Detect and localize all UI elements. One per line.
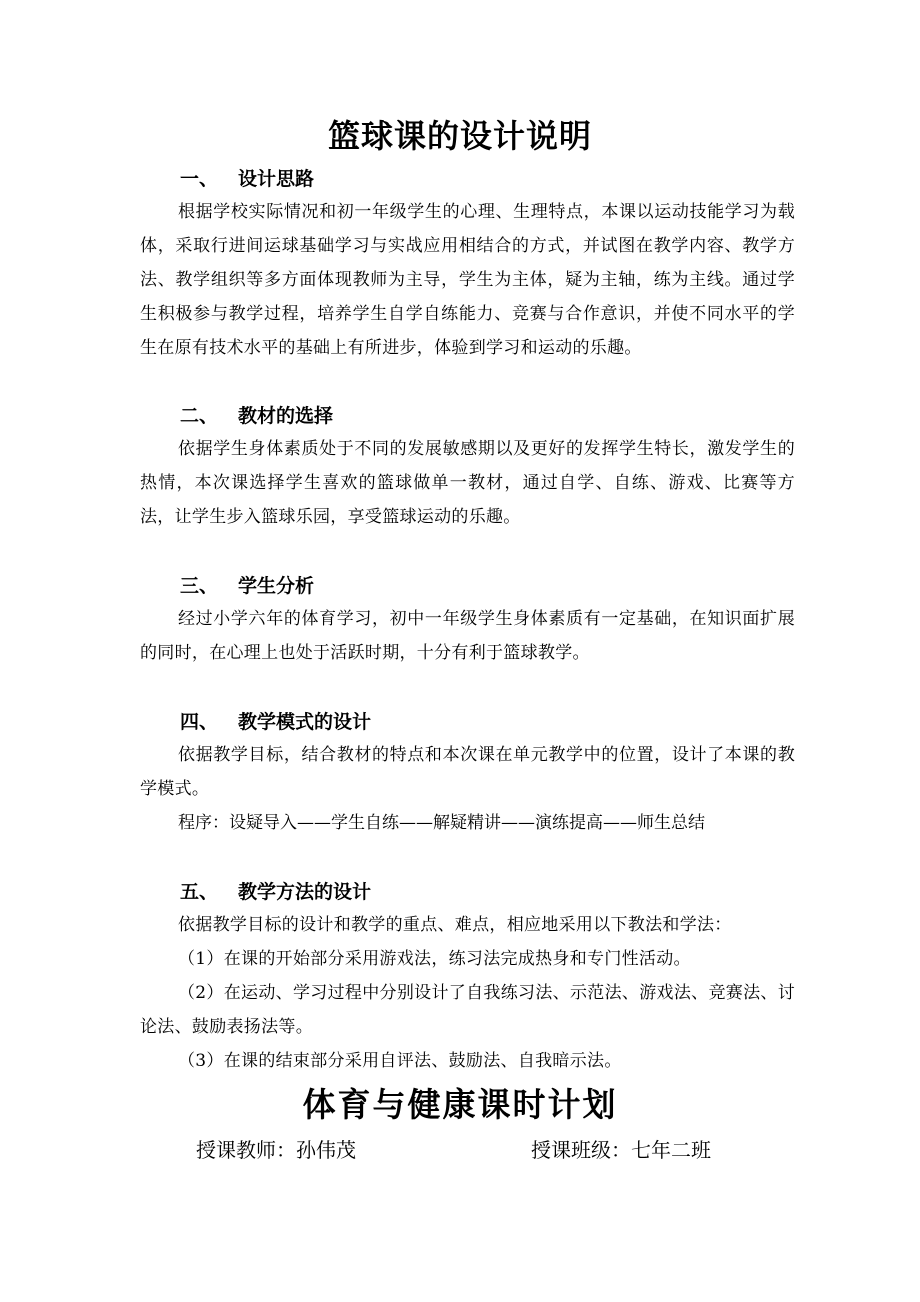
method-item: （3）在课的结束部分采用自评法、鼓励法、自我暗示法。 bbox=[178, 1051, 622, 1071]
method-item: （1）在课的开始部分采用游戏法，练习法完成热身和专门性活动。 bbox=[178, 949, 691, 969]
section-paragraph: 依据学生身体素质处于不同的发展敏感期以及更好的发挥学生特长，激发学生的热情，本次课选择学生喜欢的篮球做单一教材，通过自学、自练、游戏、比赛等方法，让学生步入篮球乐园，享受篮球运动的乐趣。 bbox=[140, 439, 795, 527]
section-number: 二、 bbox=[180, 405, 219, 427]
section-paragraph: 经过小学六年的体育学习，初中一年级学生身体素质有一定基础，在知识面扩展的同时，在心理上也处于活跃时期，十分有利于篮球教学。 bbox=[140, 609, 795, 663]
section-teaching-methods bbox=[140, 876, 795, 1078]
section-heading bbox=[140, 706, 795, 738]
lesson-plan-title: 体育与健康课时计划 bbox=[302, 1085, 618, 1124]
section-number: 五、 bbox=[180, 881, 219, 903]
section-number: 四、 bbox=[180, 711, 219, 733]
section-heading bbox=[140, 570, 795, 602]
section-title: 学生分析 bbox=[238, 575, 315, 597]
section-number: 三、 bbox=[180, 575, 219, 597]
method-item: （2）在运动、学习过程中分别设计了自我练习法、示范法、游戏法、竞赛法、讨论法、鼓励表扬法等。 bbox=[140, 983, 795, 1037]
section-number: 一、 bbox=[180, 168, 219, 190]
section-student-analysis bbox=[140, 570, 795, 670]
procedure-line: 程序：设疑导入——学生自练——解疑精讲——演练提高——师生总结 bbox=[178, 813, 705, 833]
section-title: 教学模式的设计 bbox=[238, 711, 372, 733]
section-paragraph: 根据学校实际情况和初一年级学生的心理、生理特点，本课以运动技能学习为载体，采取行进间运球基础学习与实战应用相结合的方式，并试图在教学内容、教学方法、教学组织等多方面体现教师为主导，学生为主体，疑为主轴，练为主线。通过学生积极参与教学过程，培养学生自学自练能力、竞赛与合作意识，并使不同水平的学生在原有技术水平的基础上有所进步，体验到学习和运动的乐趣。 bbox=[140, 202, 795, 358]
teacher-name: 孙伟茂 bbox=[296, 1138, 356, 1162]
teacher-label: 授课教师： bbox=[196, 1138, 296, 1162]
section-design-ideas bbox=[140, 163, 795, 365]
class-info bbox=[531, 1133, 711, 1167]
section-heading bbox=[140, 876, 795, 908]
section-paragraph: 依据教学目标的设计和教学的重点、难点，相应地采用以下教法和学法： bbox=[178, 915, 732, 935]
section-heading bbox=[140, 400, 795, 432]
section-title: 教材的选择 bbox=[238, 405, 334, 427]
section-paragraph: 依据教学目标，结合教材的特点和本次课在单元教学中的位置，设计了本课的教学模式。 bbox=[140, 745, 795, 799]
section-title: 设计思路 bbox=[238, 168, 315, 190]
document-title: 篮球课的设计说明 bbox=[327, 117, 592, 155]
section-heading bbox=[140, 163, 795, 195]
teacher-info bbox=[196, 1133, 356, 1167]
class-name: 七年二班 bbox=[631, 1138, 711, 1162]
section-title: 教学方法的设计 bbox=[238, 881, 372, 903]
section-material-selection bbox=[140, 400, 795, 534]
class-label: 授课班级： bbox=[531, 1138, 631, 1162]
section-teaching-model bbox=[140, 706, 795, 840]
